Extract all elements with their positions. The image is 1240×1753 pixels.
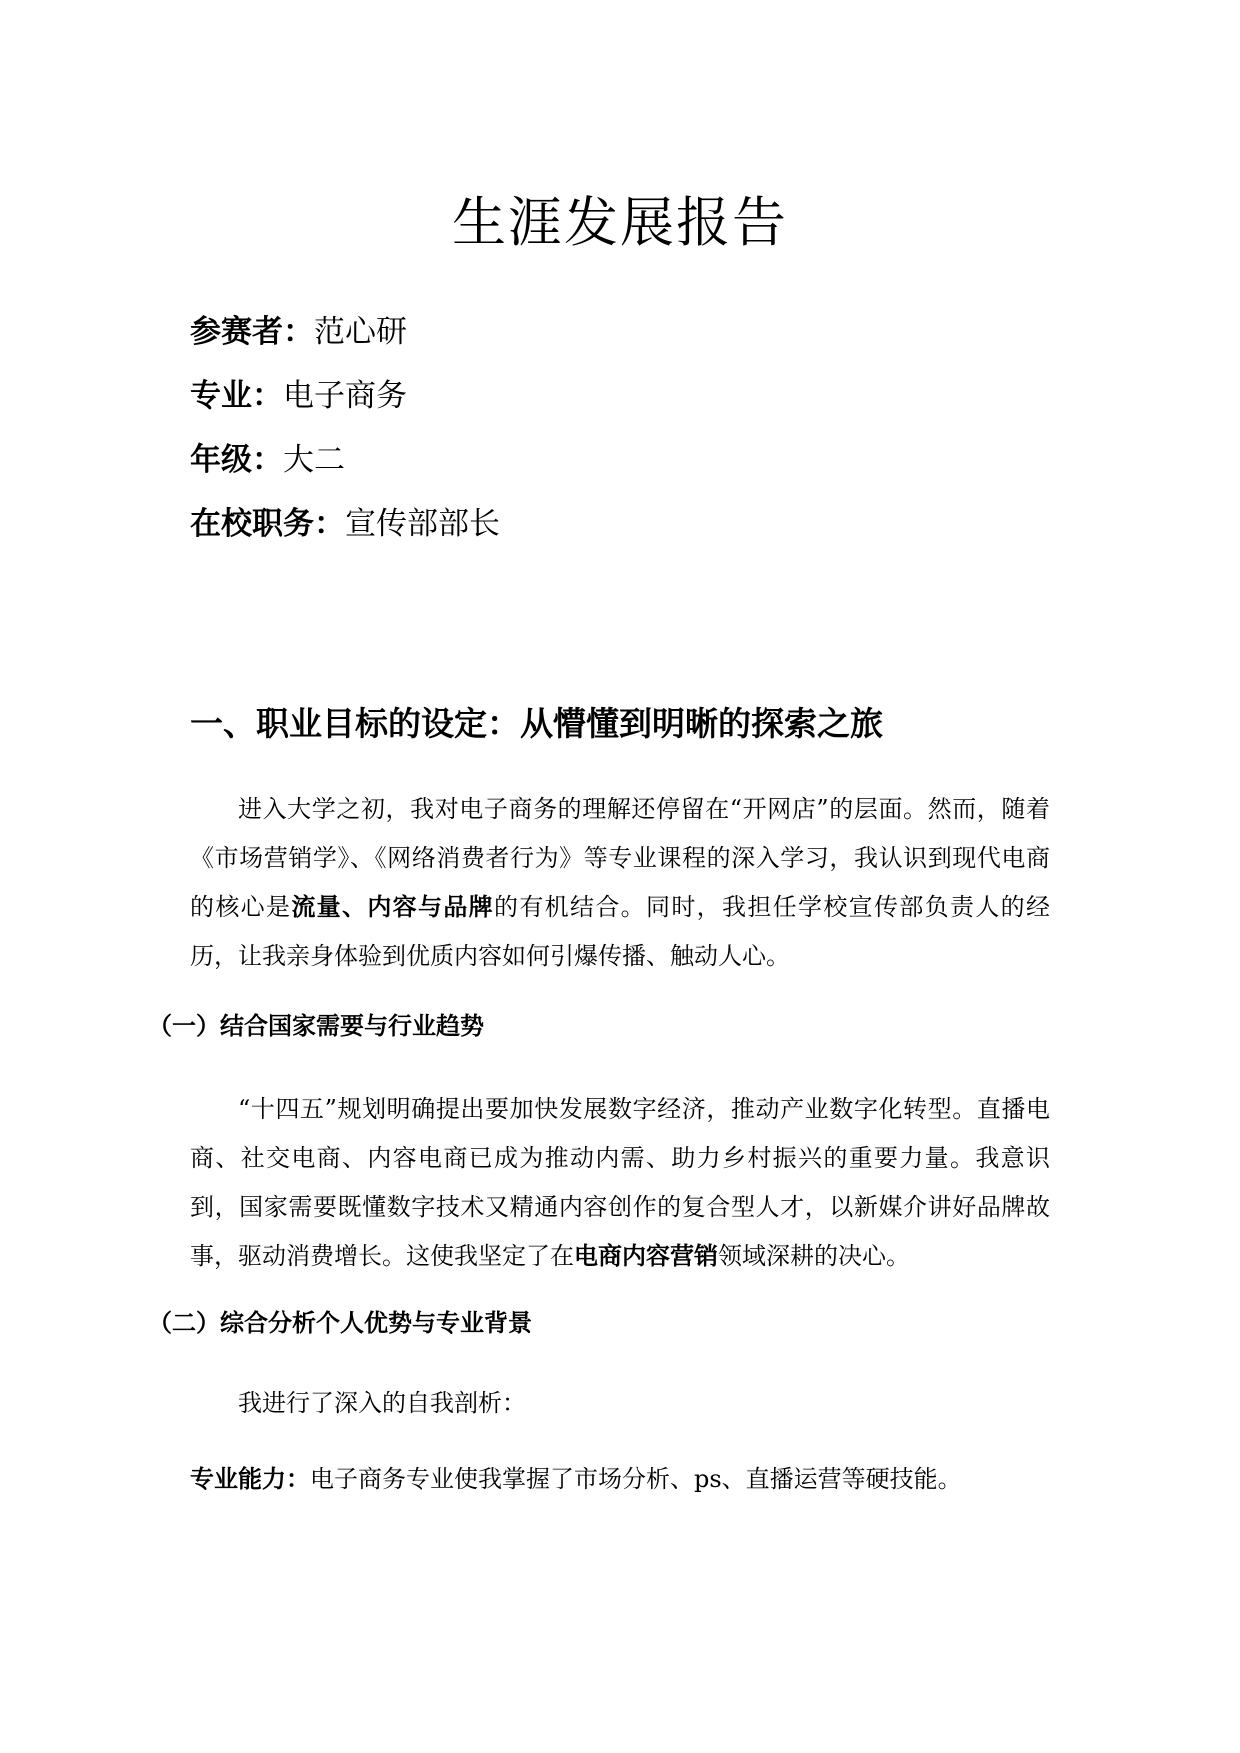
position-label: 在校职务： [190, 506, 345, 542]
sub1-text-before: “十四五”规划明确提出要加快发展数字经济，推动产业数字化转型。直播电商、社交电商、内容电商已成为推动内需、助力乡村振兴的重要力量。我意识到，国家需要既懂数字技术又精通内容创作的复合型人才，以新媒介讲好品牌故事，驱动消费增长。这使我坚定了在 [190, 1095, 1050, 1270]
major-label: 专业： [190, 378, 283, 414]
ability-line [190, 1462, 962, 1496]
section1-text-after: 的有机结合。同时，我担任学校宣传部负责人的经历，让我亲身体验到优质内容如何引爆传播、触动人心。 [190, 893, 1051, 970]
major-value: 电子商务 [283, 378, 407, 414]
subsection1-paragraph [190, 1085, 1050, 1281]
grade-value: 大二 [283, 442, 345, 478]
sub1-bold-text: 电商内容营销 [574, 1242, 718, 1270]
ability-label: 专业能力： [190, 1465, 310, 1493]
major-line [190, 376, 407, 416]
ability-text: 电子商务专业使我掌握了市场分析、ps、直播运营等硬技能。 [310, 1465, 962, 1493]
section1-text-before: 进入大学之初，我对电子商务的理解还停留在“开网店”的层面。然而，随着《市场营销学》、《网络消费者行为》等专业课程的深入学习，我认识到现代电商的核心是 [190, 795, 1050, 921]
sub1-text-after: 领域深耕的决心。 [718, 1242, 910, 1270]
grade-line [190, 440, 345, 480]
section1-bold-text: 流量、内容与品牌 [291, 893, 495, 921]
participant-label: 参赛者： [190, 314, 314, 350]
section1-paragraph [190, 785, 1050, 981]
position-value: 宣传部部长 [345, 506, 500, 542]
subsection-heading-1: （一）结合国家需要与行业趋势 [148, 1012, 484, 1040]
participant-value: 范心研 [314, 314, 407, 350]
grade-label: 年级： [190, 442, 283, 478]
position-line [190, 504, 500, 544]
document-title: 生涯发展报告 [452, 191, 788, 254]
participant-line [190, 312, 407, 352]
section-heading-1: 一、职业目标的设定：从懵懂到明晰的探索之旅 [190, 704, 883, 743]
subsection2-intro: 我进行了深入的自我剖析： [238, 1389, 526, 1417]
subsection-heading-2: （二）综合分析个人优势与专业背景 [148, 1309, 532, 1337]
